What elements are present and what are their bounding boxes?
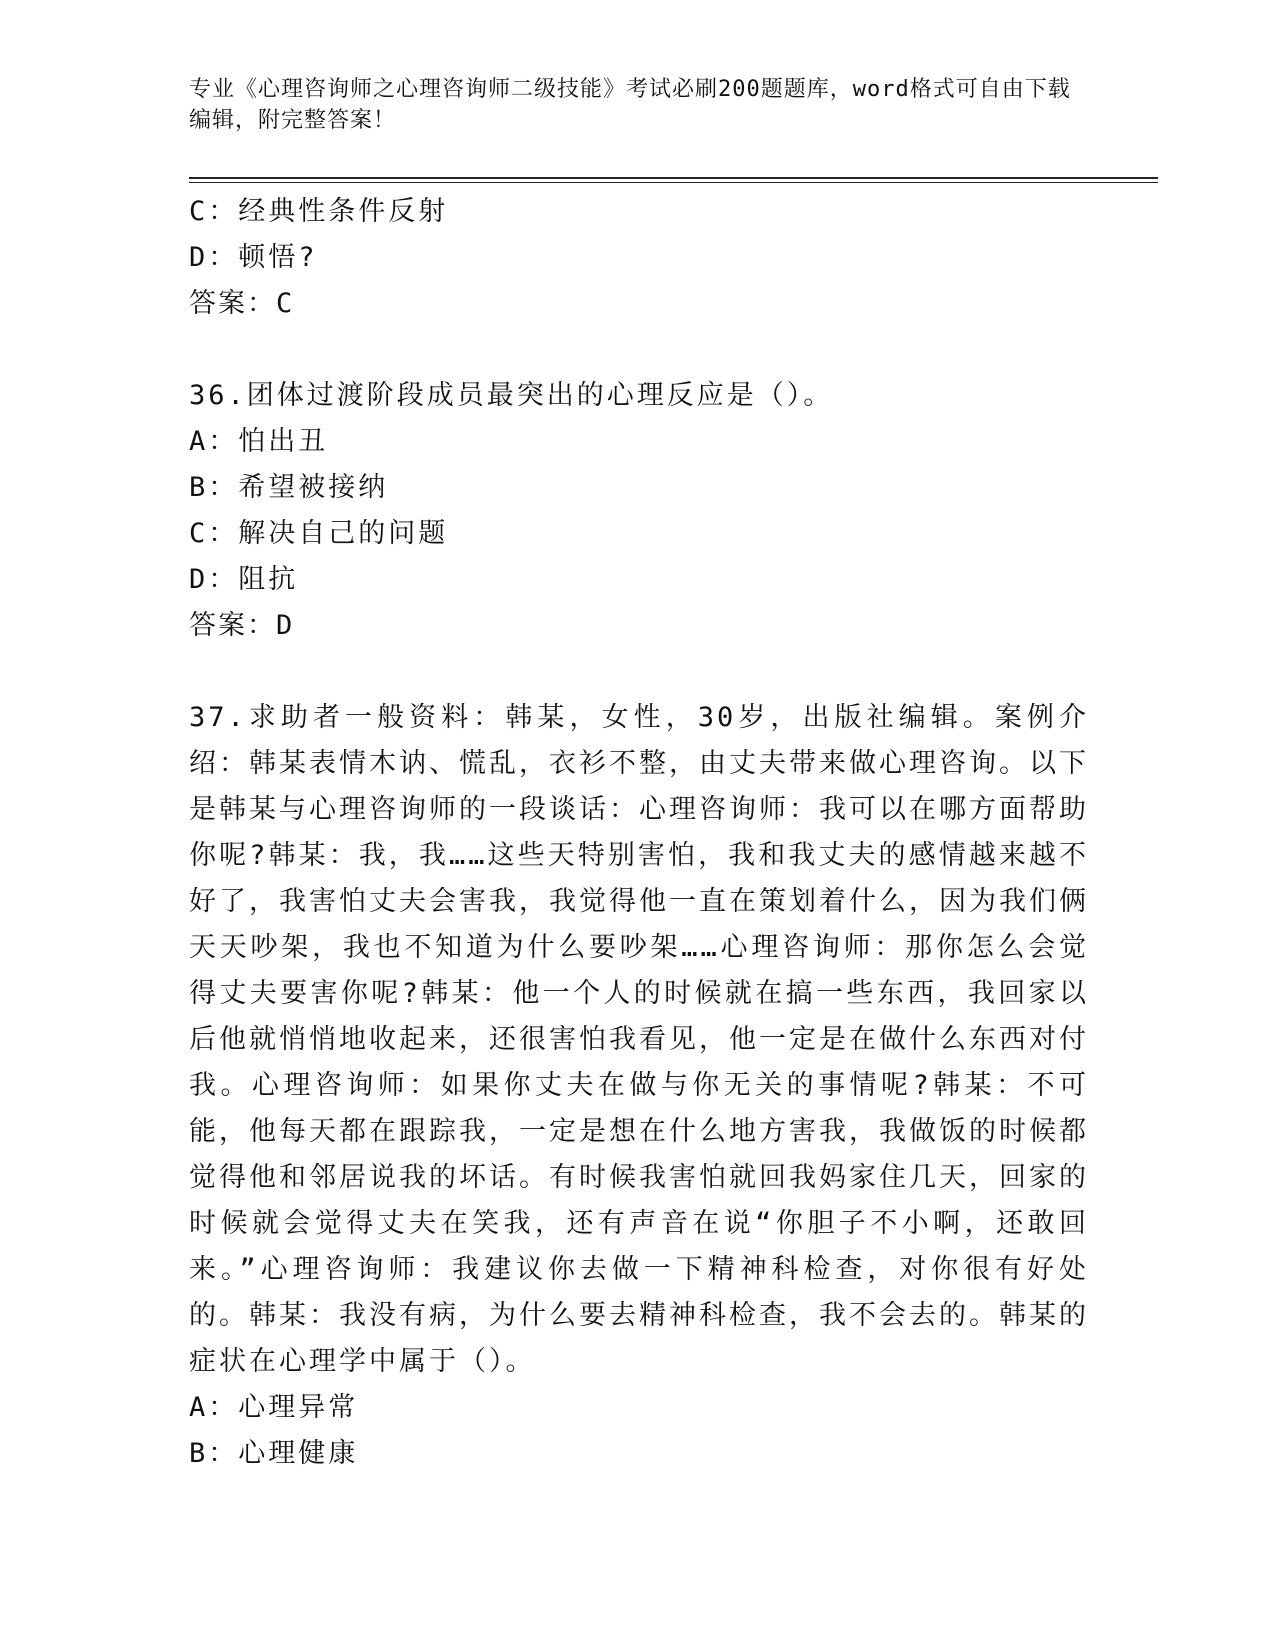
spacer: [189, 649, 1089, 695]
question-36-stem: 36.团体过渡阶段成员最突出的心理反应是（）。: [189, 380, 834, 411]
document-content: [189, 189, 1089, 1477]
question-36-option-b: B：希望被接纳: [189, 472, 389, 503]
option-d: D：顿悟?: [189, 242, 318, 273]
question-36-answer: 答案：D: [189, 610, 295, 641]
header-rule-thin: [189, 182, 1158, 183]
question-36-option-a: A：怕出丑: [189, 426, 329, 457]
page-header: 专业《心理咨询师之心理咨询师二级技能》考试必刷200题题库，word格式可自由下载编辑，附完整答案！: [189, 77, 1071, 133]
question-37-stem: 37.求助者一般资料：韩某，女性，30岁，出版社编辑。案例介绍：韩某表情木讷、慌乱，衣衫不整，由丈夫带来做心理咨询。以下是韩某与心理咨询师的一段谈话：心理咨询师：我可以在哪方面帮助你呢?韩某：我，我……这些天特别害怕，我和我丈夫的感情越来越不好了，我害怕丈夫会害我，我觉得他一直在策划着什么，因为我们俩天天吵架，我也不知道为什么要吵架……心理咨询师：那你怎么会觉得丈夫要害你呢?韩某：他一个人的时候就在搞一些东西，我回家以后他就悄悄地收起来，还很害怕我看见，他一定是在做什么东西对付我。心理咨询师：如果你丈夫在做与你无关的事情呢?韩某：不可能，他每天都在跟踪我，一定是想在什么地方害我，我做饭的时候都觉得他和邻居说我的坏话。有时候我害怕就回我妈家住几天，回家的时候就会觉得丈夫在笑我，还有声音在说“你胆子不小啊，还敢回来。”心理咨询师：我建议你去做一下精神科检查，对你很有好处的。韩某：我没有病，为什么要去精神科检查，我不会去的。韩某的症状在心理学中属于（）。: [189, 702, 1089, 1377]
option-c: C：经典性条件反射: [189, 196, 449, 227]
question-36-option-d: D：阻抗: [189, 564, 299, 595]
header-rule-thick: [189, 177, 1158, 179]
question-37-option-a: A：心理异常: [189, 1392, 359, 1423]
question-37-option-b: B：心理健康: [189, 1438, 359, 1469]
spacer: [189, 327, 1089, 373]
answer-line: 答案：C: [189, 288, 295, 319]
question-36-option-c: C：解决自己的问题: [189, 518, 449, 549]
